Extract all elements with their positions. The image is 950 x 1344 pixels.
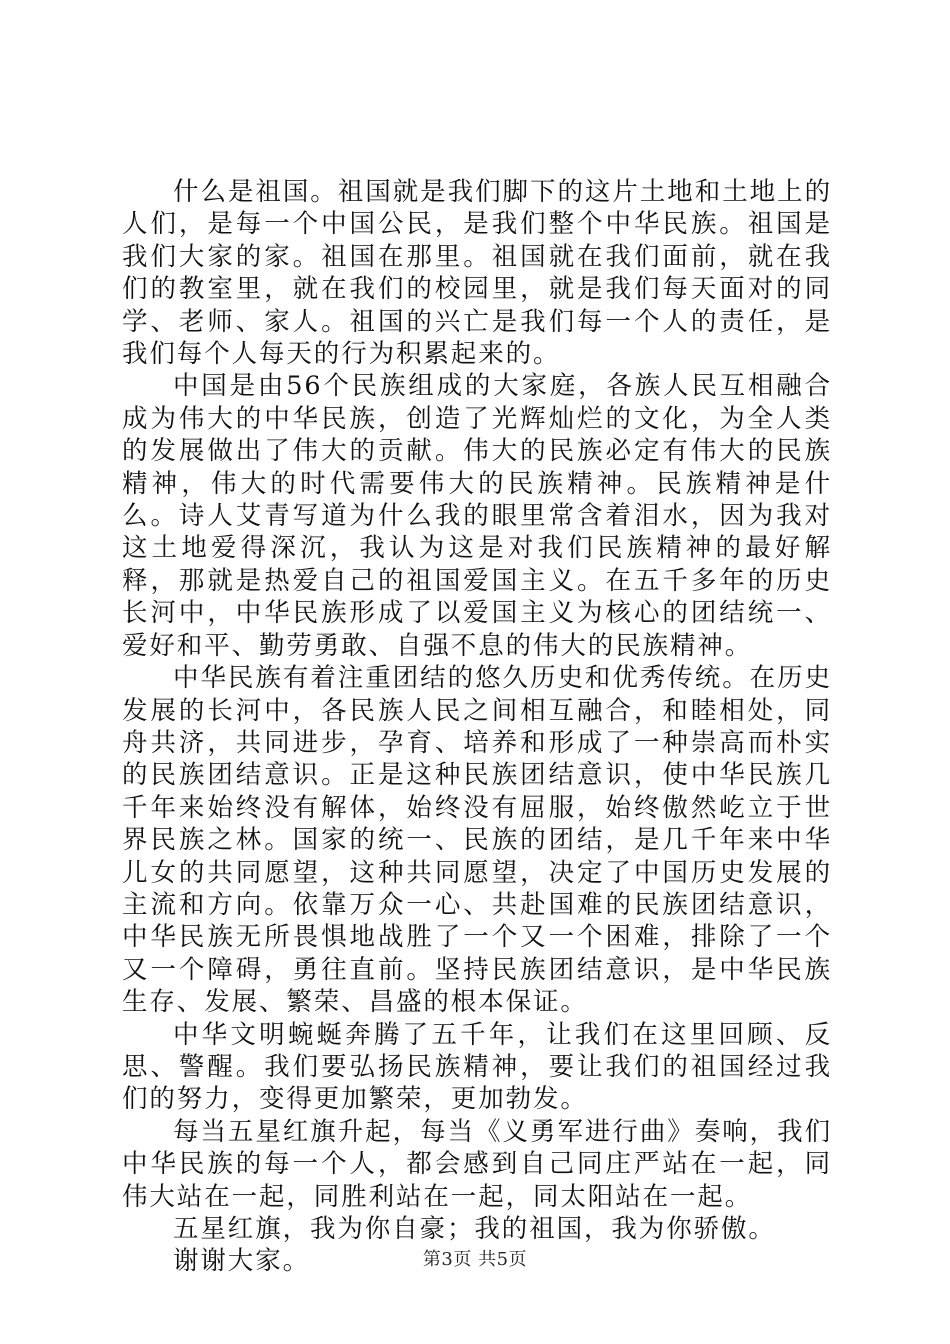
paragraph: 中华民族有着注重团结的悠久历史和优秀传统。在历史发展的长河中，各民族人民之间相互融合，和睦相处，同舟共济，共同进步，孕育、培养和形成了一种崇高而朴实的民族团结意识。正是这种民族团结意识，使中华民族几千年来始终没有解体，始终没有屈服，始终傲然屹立于世界民族之林。国家的统一、民族的团结，是几千年来中华儿女的共同愿望，这种共同愿望，决定了中国历史发展的主流和方向。依靠万众一心、共赴国难的民族团结意识，中华民族无所畏惧地战胜了一个又一个困难，排除了一个又一个障碍，勇往直前。坚持民族团结意识，是中华民族生存、发展、繁荣、昌盛的根本保证。 bbox=[122, 663, 832, 1018]
paragraph: 谢谢大家。 bbox=[173, 1246, 311, 1277]
paragraph: 什么是祖国。祖国就是我们脚下的这片土地和土地上的人们，是每一个中国公民，是我们整个中华民族。祖国是我们大家的家。祖国在那里。祖国就在我们面前，就在我们的教室里，就在我们的校园里，就是我们每天面对的同学、老师、家人。祖国的兴亡是我们每一个人的责任，是我们每个人每天的行为积累起来的。 bbox=[122, 177, 832, 370]
document-body bbox=[122, 176, 832, 1278]
paragraph: 中国是由56个民族组成的大家庭，各族人民互相融合成为伟大的中华民族，创造了光辉灿烂的文化，为全人类的发展做出了伟大的贡献。伟大的民族必定有伟大的民族精神，伟大的时代需要伟大的民族精神。民族精神是什么。诗人艾青写道为什么我的眼里常含着泪水，因为我对这土地爱得深沉，我认为这是对我们民族精神的最好解释，那就是热爱自己的祖国爱国主义。在五千多年的历史长河中，中华民族形成了以爱国主义为核心的团结统一、爱好和平、勤劳勇敢、自强不息的伟大的民族精神。 bbox=[122, 371, 832, 661]
paragraph: 每当五星红旗升起，每当《义勇军进行曲》奏响，我们中华民族的每一个人，都会感到自己同庄严站在一起，同伟大站在一起，同胜利站在一起，同太阳站在一起。 bbox=[122, 1116, 832, 1212]
paragraph: 中华文明蜿蜒奔腾了五千年，让我们在这里回顾、反思、警醒。我们要弘扬民族精神，要让我们的祖国经过我们的努力，变得更加繁荣，更加勃发。 bbox=[122, 1019, 832, 1115]
page-number-footer: 第3页 共5页 bbox=[422, 1249, 528, 1270]
paragraph: 五星红旗，我为你自豪；我的祖国，我为你骄傲。 bbox=[173, 1214, 776, 1244]
